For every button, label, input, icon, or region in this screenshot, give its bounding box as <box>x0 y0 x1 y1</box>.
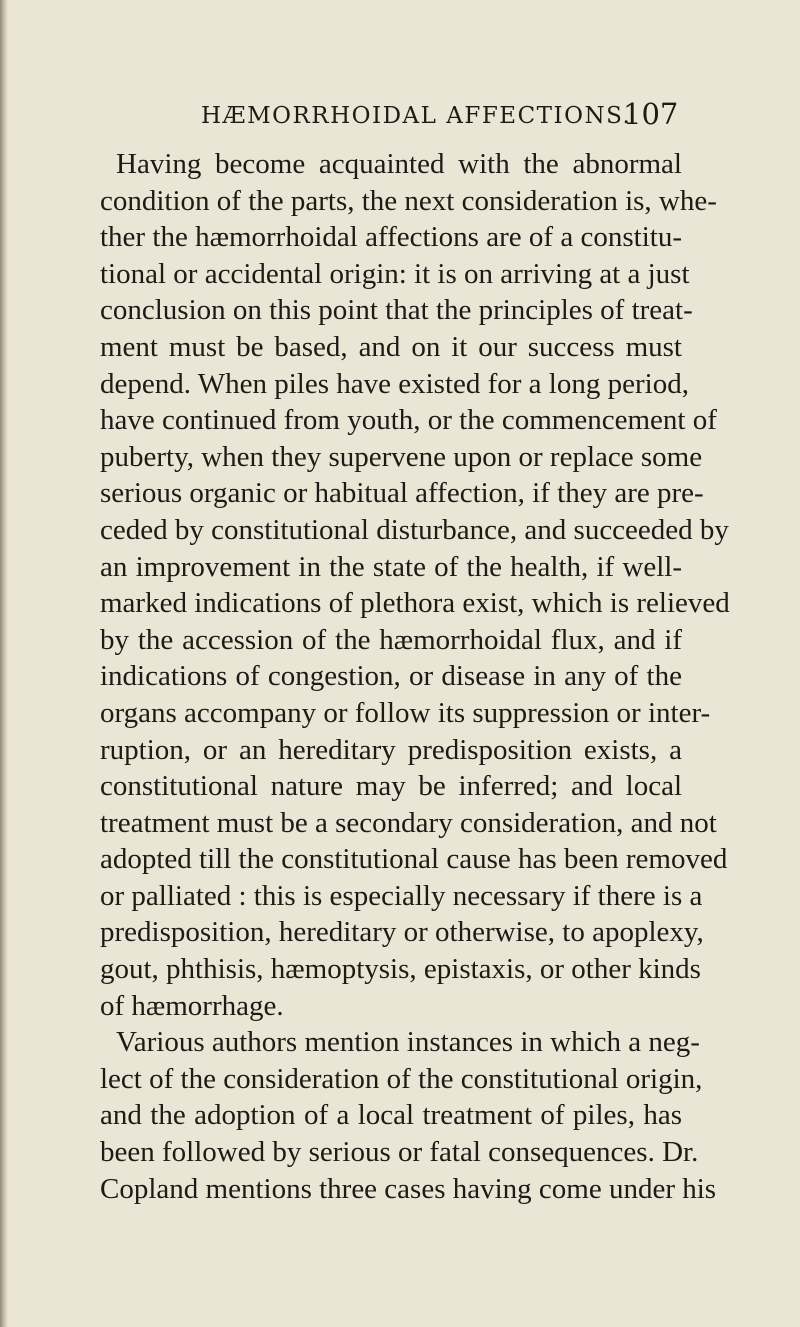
text-line: conclusion on this point that the principles of treat- <box>100 294 693 327</box>
text-line: of hæmorrhage. <box>100 989 284 1022</box>
text-line: puberty, when they supervene upon or replace some <box>100 440 703 473</box>
text-line: condition of the parts, the next consideration is, whe- <box>100 184 717 217</box>
text-line: treatment must be a secondary consideration, and not <box>100 806 717 839</box>
text-line: predisposition, hereditary or otherwise, to apoplexy, <box>100 916 704 949</box>
running-title: HÆMORRHOIDAL AFFECTIONS. <box>201 103 632 129</box>
text-line: gout, phthisis, hæmoptysis, epistaxis, or other kinds <box>100 953 701 986</box>
text-line: ther the hæmorrhoidal affections are of a constitu- <box>100 221 682 254</box>
text-line: serious organic or habitual affection, if they are pre- <box>100 477 704 510</box>
text-line: an improvement in the state of the health, if well- <box>100 550 682 583</box>
body-text <box>100 146 730 1207</box>
page-number: 107 <box>623 97 679 131</box>
binding-shadow <box>0 0 8 1327</box>
text-line: adopted till the constitutional cause has been removed <box>100 843 728 876</box>
text-line: ceded by constitutional disturbance, and succeeded by <box>100 513 729 546</box>
text-line: by the accession of the hæmorrhoidal flux, and if <box>100 623 682 656</box>
text-line: lect of the consideration of the constitutional origin, <box>100 1062 703 1095</box>
text-line: depend. When piles have existed for a long period, <box>100 367 689 400</box>
text-line: or palliated : this is especially necessary if there is a <box>100 879 703 912</box>
text-line: ruption, or an hereditary predisposition exists, a <box>100 733 682 766</box>
text-line: have continued from youth, or the commencement of <box>100 404 717 437</box>
text-line: been followed by serious or fatal consequences. Dr. <box>100 1136 699 1169</box>
text-line: indications of congestion, or disease in any of the <box>100 660 682 693</box>
text-line: Various authors mention instances in which a neg- <box>116 1026 700 1059</box>
text-line: and the adoption of a local treatment of piles, has <box>100 1099 682 1132</box>
text-line: Copland mentions three cases having come under his <box>100 1172 717 1205</box>
text-line: marked indications of plethora exist, which is relieved <box>100 587 730 620</box>
text-line: Having become acquainted with the abnormal <box>116 148 682 180</box>
text-line: constitutional nature may be inferred; and local <box>100 770 682 803</box>
text-line: organs accompany or follow its suppression or inter- <box>100 696 711 729</box>
text-line: ment must be based, and on it our success must <box>100 330 682 363</box>
text-line: tional or accidental origin: it is on arriving at a just <box>100 257 690 290</box>
